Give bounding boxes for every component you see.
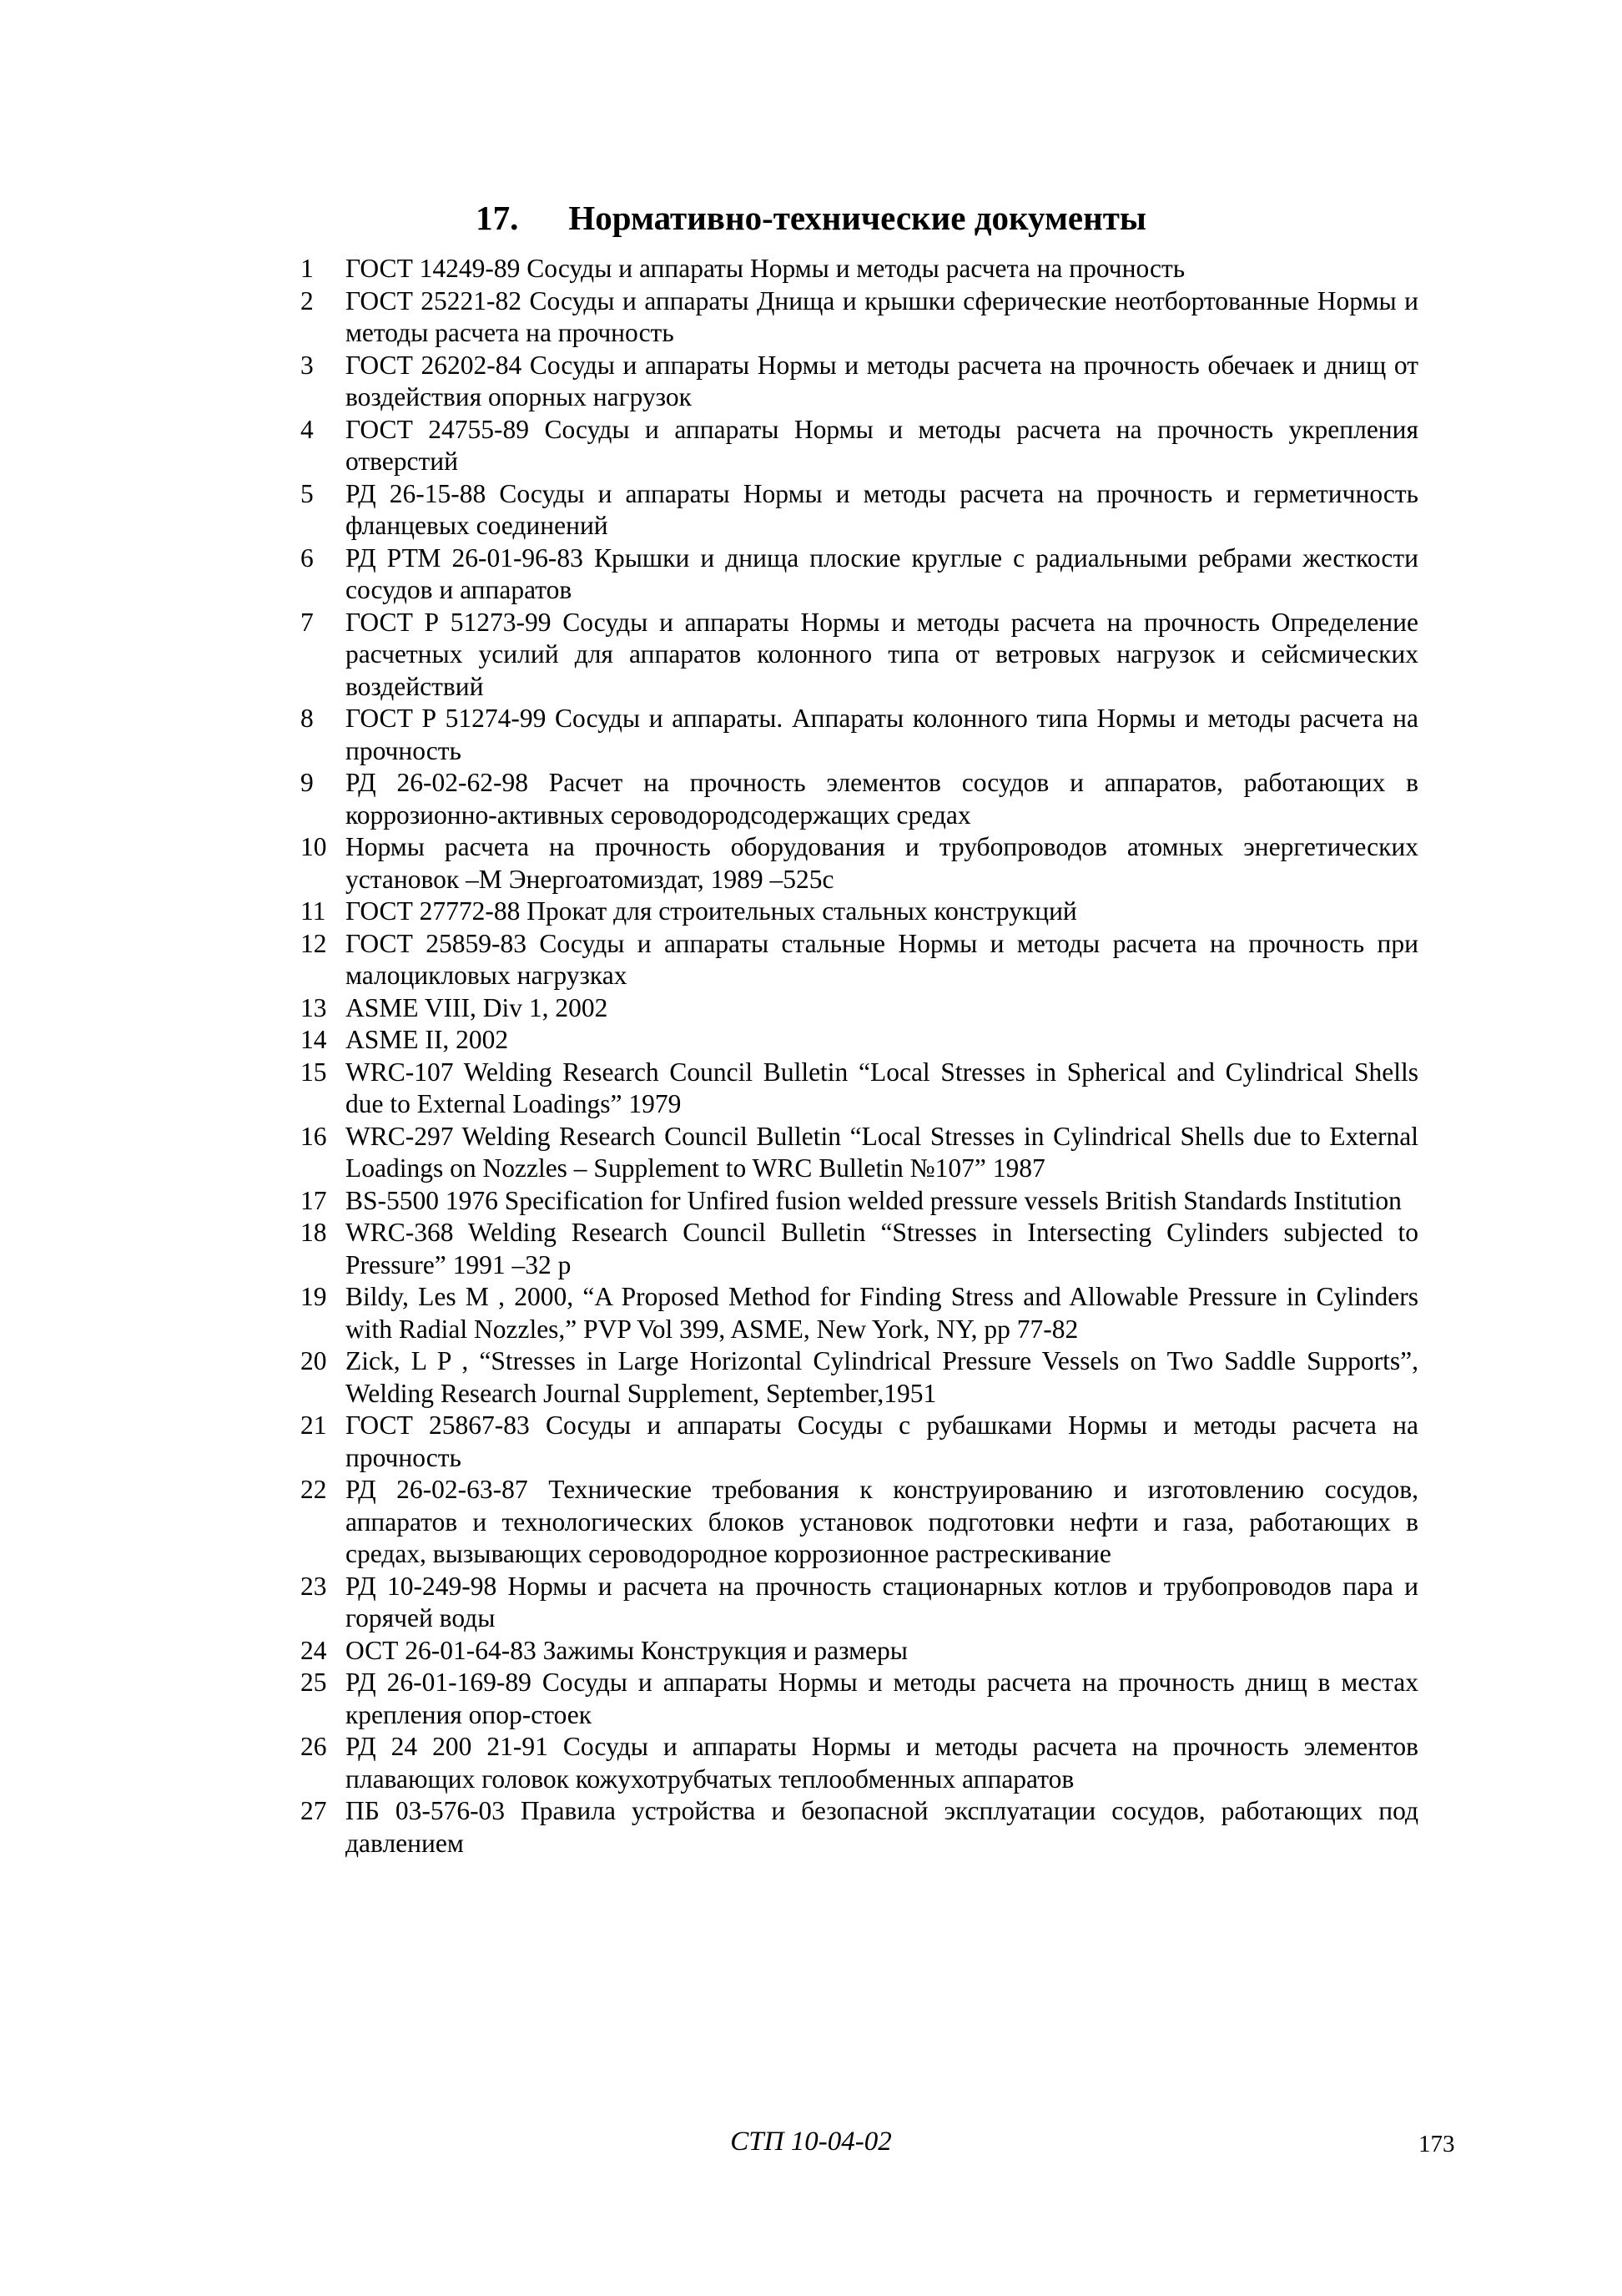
reference-item: [300, 1185, 1418, 1218]
reference-item: [300, 1121, 1418, 1185]
reference-item: [300, 350, 1418, 414]
reference-number: 23: [300, 1571, 327, 1601]
reference-text: ASME II, 2002: [345, 1025, 509, 1054]
reference-number: 1: [300, 254, 314, 283]
reference-text: ГОСТ 24755-89 Сосуды и аппараты Нормы и методы расчета на прочность укрепления отверстий: [345, 414, 1418, 476]
reference-item: [300, 703, 1418, 767]
document-code: СТП 10-04-02: [730, 2127, 892, 2157]
reference-item: [300, 896, 1418, 928]
reference-item: [300, 928, 1418, 992]
reference-text: ГОСТ 14249-89 Сосуды и аппараты Нормы и методы расчета на прочность: [345, 254, 1186, 283]
reference-number: 14: [300, 1025, 327, 1054]
reference-item: [300, 253, 1418, 285]
reference-item: [300, 1474, 1418, 1571]
reference-number: 18: [300, 1218, 327, 1247]
reference-text: WRC-297 Welding Research Council Bulletin “Local Stresses in Cylindrical Shells due to External Loadings on Nozzles – Supplement to WRC Bulletin №107” 1987: [345, 1121, 1418, 1183]
reference-item: [300, 414, 1418, 478]
reference-text: РД 10-249-98 Нормы и расчета на прочность стационарных котлов и трубопроводов пара и горячей воды: [345, 1571, 1418, 1632]
reference-text: РД 26-02-63-87 Технические требования к конструированию и изготовлению сосудов, аппаратов и технологических блоков установок подготовки нефти и газа, работающих в средах, вызывающих сероводородное коррозионное растрескивание: [345, 1475, 1418, 1568]
reference-text: ГОСТ 25221-82 Сосуды и аппараты Днища и крышки сферические неотбортованные Нормы и методы расчета на прочность: [345, 285, 1418, 347]
reference-number: 22: [300, 1475, 327, 1504]
reference-item: [300, 1795, 1418, 1860]
reference-text: ГОСТ 26202-84 Сосуды и аппараты Нормы и методы расчета на прочность обечаек и днищ от воздействия опорных нагрузок: [345, 350, 1418, 411]
reference-number: 25: [300, 1668, 327, 1697]
reference-number: 5: [300, 478, 314, 508]
reference-item: [300, 1345, 1418, 1410]
reference-item: [300, 1635, 1418, 1668]
reference-item: [300, 542, 1418, 607]
reference-item: [300, 1410, 1418, 1474]
reference-item: [300, 1571, 1418, 1635]
reference-text: РД 26-01-169-89 Сосуды и аппараты Нормы и методы расчета на прочность днищ в местах крепления опор-стоек: [345, 1668, 1418, 1729]
reference-text: РД 26-02-62-98 Расчет на прочность элементов сосудов и аппаратов, работающих в коррозионно-активных сероводородсодержащих средах: [345, 768, 1418, 830]
reference-number: 15: [300, 1057, 327, 1087]
reference-number: 12: [300, 928, 327, 958]
reference-number: 2: [300, 285, 314, 315]
reference-text: РД РТМ 26-01-96-83 Крышки и днища плоские круглые с радиальными ребрами жесткости сосудов и аппаратов: [345, 542, 1418, 604]
section-heading: [0, 197, 1622, 239]
reference-text: ГОСТ 25867-83 Сосуды и аппараты Сосуды с рубашками Нормы и методы расчета на прочность: [345, 1410, 1418, 1472]
reference-text: ГОСТ 25859-83 Сосуды и аппараты стальные Нормы и методы расчета на прочность при малоцикловых нагрузках: [345, 928, 1418, 990]
reference-text: РД 24 200 21-91 Сосуды и аппараты Нормы и методы расчета на прочность элементов плавающих головок кожухотрубчатых теплообменных аппаратов: [345, 1732, 1418, 1794]
reference-text: Нормы расчета на прочность оборудования и трубопроводов атомных энергетических установок –М Энергоатомиздат, 1989 –525с: [345, 832, 1418, 894]
reference-item: [300, 1281, 1418, 1345]
reference-number: 9: [300, 768, 314, 797]
page-number: 173: [1418, 2131, 1455, 2157]
reference-text: Zick, L P , “Stresses in Large Horizontal Cylindrical Pressure Vessels on Two Saddle Supports”, Welding Research Journal Supplement, September,1951: [345, 1346, 1418, 1408]
reference-number: 20: [300, 1346, 327, 1375]
reference-number: 24: [300, 1635, 327, 1665]
reference-list: [300, 253, 1418, 1860]
reference-number: 3: [300, 350, 314, 380]
reference-text: WRC-107 Welding Research Council Bulletin “Local Stresses in Spherical and Cylindrical Shells due to External Loadings” 1979: [345, 1057, 1418, 1118]
reference-text: BS-5500 1976 Specification for Unfired fusion welded pressure vessels British Standards Institution: [345, 1185, 1402, 1215]
reference-number: 8: [300, 704, 314, 733]
reference-item: [300, 1667, 1418, 1731]
reference-text: ОСТ 26-01-64-83 Зажимы Конструкция и размеры: [345, 1635, 908, 1665]
reference-item: [300, 1024, 1418, 1057]
reference-item: [300, 1217, 1418, 1281]
reference-item: [300, 478, 1418, 542]
reference-text: WRC-368 Welding Research Council Bulletin “Stresses in Intersecting Cylinders subjected to Pressure” 1991 –32 p: [345, 1218, 1418, 1279]
reference-item: [300, 767, 1418, 831]
reference-item: [300, 285, 1418, 350]
reference-number: 6: [300, 542, 314, 573]
reference-text: РД 26-15-88 Сосуды и аппараты Нормы и методы расчета на прочность и герметичность фланцевых соединений: [345, 478, 1418, 540]
reference-text: ПБ 03-576-03 Правила устройства и безопасной эксплуатации сосудов, работающих под давлением: [345, 1796, 1418, 1858]
reference-number: 26: [300, 1732, 327, 1761]
reference-item: [300, 607, 1418, 704]
reference-text: ASME VIII, Div 1, 2002: [345, 992, 608, 1022]
reference-number: 21: [300, 1410, 327, 1440]
section-number: 17.: [476, 199, 519, 237]
reference-text: ГОСТ 27772-88 Прокат для строительных стальных конструкций: [345, 896, 1077, 926]
section-title: Нормативно-технические документы: [568, 199, 1146, 237]
reference-text: ГОСТ Р 51274-99 Сосуды и аппараты. Аппараты колонного типа Нормы и методы расчета на прочность: [345, 704, 1418, 765]
reference-item: [300, 992, 1418, 1025]
reference-text: ГОСТ Р 51273-99 Сосуды и аппараты Нормы и методы расчета на прочность Определение расчетных усилий для аппаратов колонного типа от ветровых нагрузок и сейсмических воздействий: [345, 607, 1418, 701]
reference-number: 10: [300, 832, 327, 861]
reference-number: 17: [300, 1185, 327, 1215]
reference-number: 11: [300, 896, 326, 926]
reference-number: 27: [300, 1796, 327, 1825]
reference-item: [300, 831, 1418, 896]
reference-number: 13: [300, 992, 327, 1022]
reference-number: 19: [300, 1282, 327, 1311]
reference-item: [300, 1731, 1418, 1795]
reference-number: 4: [300, 414, 314, 444]
reference-item: [300, 1057, 1418, 1121]
reference-number: 16: [300, 1121, 327, 1151]
reference-text: Bildy, Les M , 2000, “A Proposed Method for Finding Stress and Allowable Pressure in Cylinders with Radial Nozzles,” PVP Vol 399, ASME, New York, NY, pp 77-82: [345, 1282, 1418, 1344]
reference-number: 7: [300, 607, 314, 637]
